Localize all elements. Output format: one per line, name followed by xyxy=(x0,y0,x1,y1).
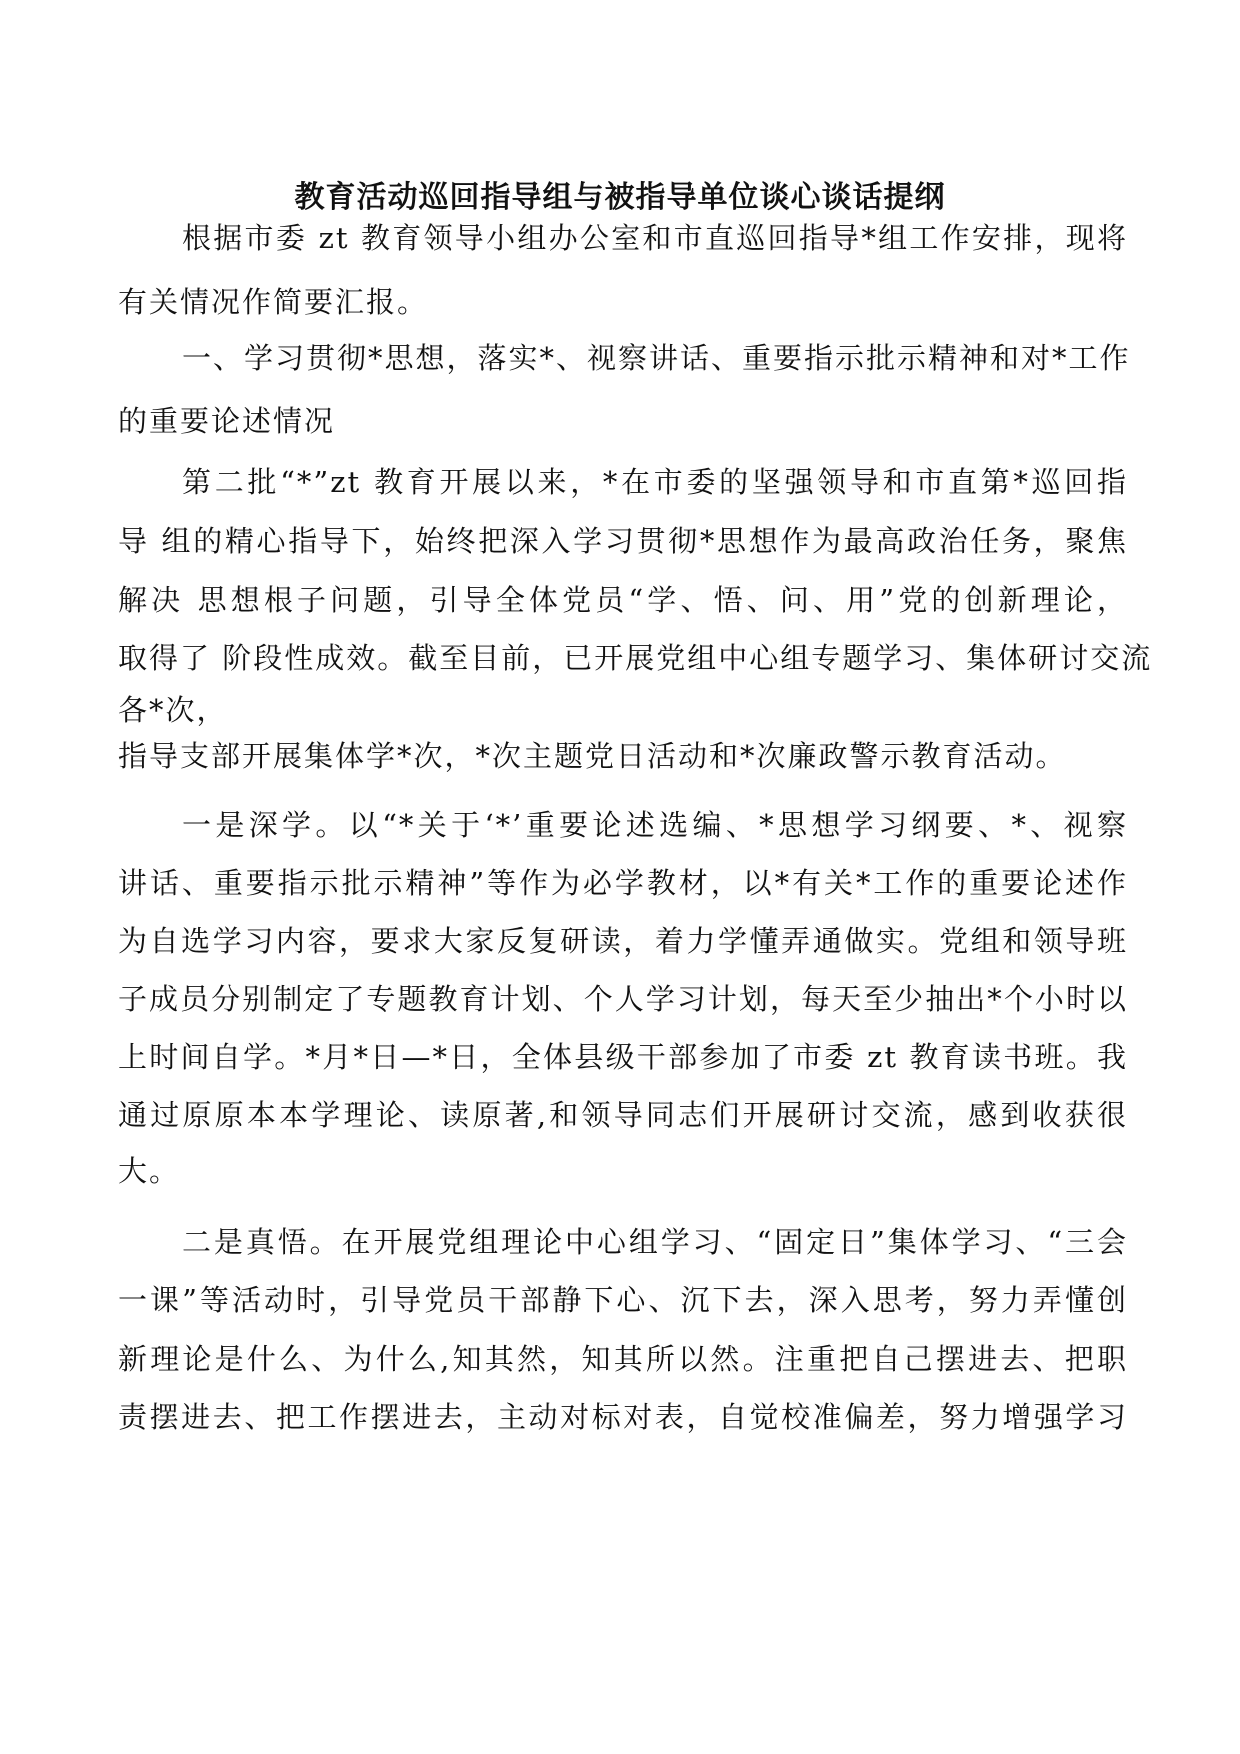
document-title: 教育活动巡回指导组与被指导单位谈心谈话提纲 xyxy=(294,180,946,215)
body-line: 新理论是什么、为什么,知其然，知其所以然。注重把自己摆进去、把职 xyxy=(118,1342,1128,1376)
body-line: 取得了 阶段性成效。截至目前，已开展党组中心组专题学习、集体研讨交流 xyxy=(118,641,1153,675)
body-line: 第二批“*”zt 教育开展以来，*在市委的坚强领导和市直第*巡回指 xyxy=(182,465,1128,499)
body-line: 导 组的精心指导下，始终把深入学习贯彻*思想作为最高政治任务，聚焦 xyxy=(118,524,1128,558)
body-line: 责摆进去、把工作摆进去，主动对标对表，自觉校准偏差，努力增强学习 xyxy=(118,1400,1128,1434)
section-heading-line: 的重要论述情况 xyxy=(118,404,336,438)
body-line: 一是深学。以“*关于‘*’重要论述选编、*思想学习纲要、*、视察 xyxy=(182,808,1128,842)
body-line: 指导支部开展集体学*次，*次主题党日活动和*次廉政警示教育活动。 xyxy=(118,739,1067,773)
body-line: 上时间自学。*月*日—*日，全体县级干部参加了市委 zt 教育读书班。我 xyxy=(118,1040,1128,1074)
section-heading-line: 一、学习贯彻*思想，落实*、视察讲话、重要指示批示精神和对*工作 xyxy=(182,341,1131,375)
body-line: 二是真悟。在开展党组理论中心组学习、“固定日”集体学习、“三会 xyxy=(182,1225,1128,1259)
body-line: 子成员分别制定了专题教育计划、个人学习计划，每天至少抽出*个小时以 xyxy=(118,982,1128,1016)
body-line: 解决 思想根子问题，引导全体党员“学、悟、问、用”党的创新理论， xyxy=(118,583,1128,617)
body-line: 大。 xyxy=(118,1154,181,1188)
body-line: 根据市委 zt 教育领导小组办公室和市直巡回指导*组工作安排，现将 xyxy=(182,221,1128,255)
body-line: 一课”等活动时，引导党员干部静下心、沉下去，深入思考，努力弄懂创 xyxy=(118,1283,1128,1317)
body-line: 有关情况作简要汇报。 xyxy=(118,285,429,319)
body-line: 讲话、重要指示批示精神”等作为必学教材，以*有关*工作的重要论述作 xyxy=(118,866,1128,900)
body-line: 各*次， xyxy=(118,693,228,727)
body-line: 为自选学习内容，要求大家反复研读，着力学懂弄通做实。党组和领导班 xyxy=(118,924,1128,958)
body-line: 通过原原本本学理论、读原著,和领导同志们开展研讨交流，感到收获很 xyxy=(118,1098,1128,1132)
